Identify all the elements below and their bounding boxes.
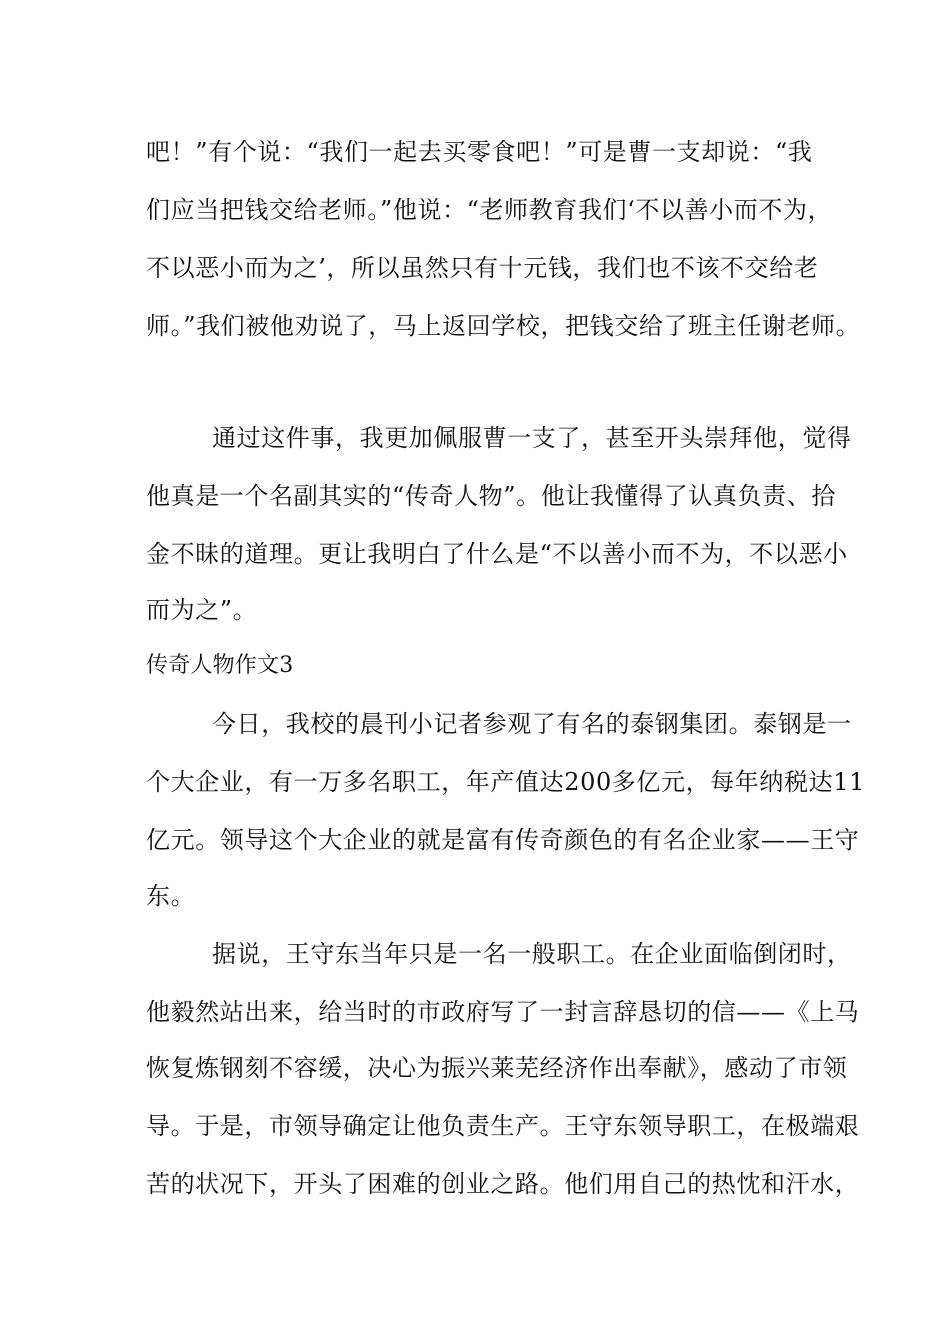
text-line: 金不昧的道理。更让我明白了什么是“不以善小而不为，不以恶小 [146,540,848,568]
text-line: 不以恶小而为之’，所以虽然只有十元钱，我们也不该不交给老 [146,254,819,282]
text-line: 导。于是，市领导确定让他负责生产。王守东领导职工，在极端艰 [146,1112,860,1140]
text-line: 通过这件事，我更加佩服曹一支了，甚至开头崇拜他，觉得 [212,424,852,452]
text-line: 今日，我校的晨刊小记者参观了有名的泰钢集团。泰钢是一 [212,710,852,738]
text-line: 他真是一个名副其实的“传奇人物”。他让我懂得了认真负责、拾 [146,482,836,510]
text-line: 师。”我们被他劝说了，马上返回学校，把钱交给了班主任谢老师。 [146,312,861,340]
text-line: 据说，王守东当年只是一名一般职工。在企业面临倒闭时， [212,940,852,968]
text-line: 他毅然站出来，给当时的市政府写了一封言辞恳切的信——《上马 [146,998,860,1026]
text-line: 个大企业，有一万多名职工，年产值达200多亿元，每年纳税达11 [146,768,865,796]
text-line: 亿元。领导这个大企业的就是富有传奇颜色的有名企业家——王守 [146,826,860,854]
text-line: 恢复炼钢刻不容缓，决心为振兴莱芜经济作出奉献》，感动了市领 [146,1054,848,1082]
text-line: 而为之”。 [146,596,258,624]
text-line: 们应当把钱交给老师。”他说：“老师教育我们‘不以善小而不为， [146,196,833,224]
text-line: 苦的状况下，开头了困难的创业之路。他们用自己的热忱和汗水， [146,1170,860,1198]
text-line: 吧！”有个说：“我们一起去买零食吧！”可是曹一支却说：“我 [146,138,813,166]
text-line: 东。 [146,882,196,910]
section-title: 传奇人物作文3 [146,653,294,678]
